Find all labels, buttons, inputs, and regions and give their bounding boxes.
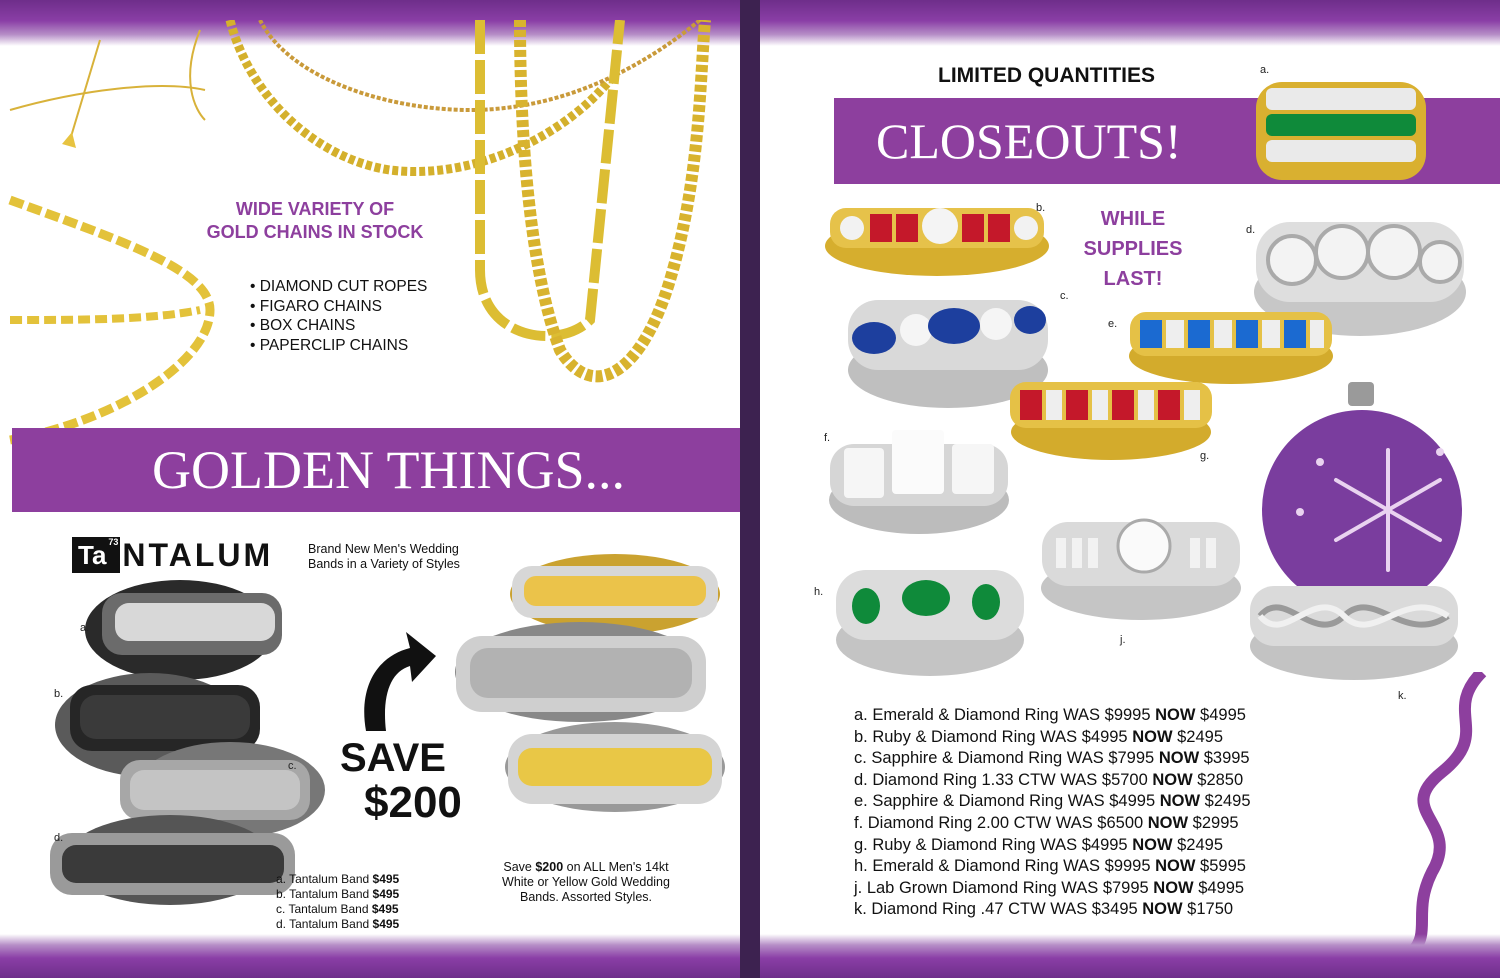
item-desc: e. Sapphire & Diamond Ring WAS $4995 [854, 792, 1160, 811]
while-line2: SUPPLIES [1083, 238, 1183, 260]
item-price: $2995 [1188, 813, 1239, 832]
band-title: CLOSEOUTS! [876, 113, 1182, 169]
bottom-purple-edge [0, 934, 740, 978]
list-item [854, 705, 1251, 727]
item-now: NOW [1159, 792, 1201, 811]
item-desc: j. Lab Grown Diamond Ring WAS $7995 [854, 878, 1154, 897]
band-label: d. Tantalum Band [276, 917, 370, 931]
chain-list [250, 277, 427, 355]
top-purple-edge [760, 0, 1500, 46]
purple-ribbon-image [1372, 672, 1500, 952]
left-page [0, 0, 740, 978]
band-title: GOLDEN THINGS... [152, 440, 625, 500]
band-price: $495 [372, 917, 400, 931]
bottom-purple-edge [760, 934, 1500, 978]
list-item [854, 835, 1251, 857]
ring-letter-f: f. [824, 432, 831, 444]
band-label: b. Tantalum Band [276, 887, 370, 901]
item-price: $4995 [1195, 706, 1246, 724]
save-line1: SAVE [340, 736, 446, 780]
tantalum-letter-d: d. [54, 832, 64, 844]
save-callout [340, 738, 462, 828]
tantalum-logo-symbol [72, 537, 120, 573]
while-line3: LAST! [1103, 268, 1163, 290]
item-desc: h. Emerald & Diamond Ring WAS $9995 [854, 857, 1156, 876]
list-item [276, 902, 399, 917]
list-item: • PAPERCLIP CHAINS [250, 336, 427, 356]
while-supplies-last [1078, 204, 1188, 294]
gold-band-note [486, 860, 686, 905]
golden-things-banner [12, 428, 740, 512]
tagline-line1: Brand New Men's Wedding [308, 542, 459, 556]
item-now: NOW [1132, 835, 1173, 854]
chains-heading-line2: GOLD CHAINS IN STOCK [206, 222, 424, 242]
band-label: a. Tantalum Band [276, 872, 370, 886]
note-post: on ALL Men's 14kt [563, 860, 669, 874]
item-desc: c. Sapphire & Diamond Ring WAS $7995 [854, 749, 1159, 768]
item-now: NOW [1155, 706, 1196, 724]
item-price: $5995 [1195, 857, 1246, 876]
band-price: $495 [372, 872, 400, 886]
while-line1: WHILE [1100, 208, 1166, 230]
chains-heading [180, 198, 450, 244]
ring-letter-d: d. [1246, 224, 1256, 236]
ring-letter-e: e. [1108, 318, 1118, 330]
list-item [854, 899, 1251, 921]
list-item [276, 887, 399, 902]
limited-quantities: LIMITED QUANTITIES [938, 64, 1155, 87]
item-desc: a. Emerald & Diamond Ring WAS $9995 [854, 706, 1156, 724]
item-now: NOW [1152, 770, 1193, 789]
list-item [854, 770, 1251, 792]
item-desc: g. Ruby & Diamond Ring WAS $4995 [854, 835, 1133, 854]
item-price: $4995 [1193, 878, 1245, 897]
tantalum-letter-a: a. [80, 622, 90, 634]
item-now: NOW [1158, 749, 1200, 768]
list-item [854, 748, 1251, 770]
item-price: $3995 [1199, 749, 1250, 768]
tantalum-logo-word: NTALUM [122, 536, 274, 573]
right-page [760, 0, 1500, 978]
tantalum-letter-b: b. [54, 688, 64, 700]
tantalum-atomic-number: 73 [108, 537, 119, 547]
curved-arrow-icon [338, 626, 438, 736]
note-line2: White or Yellow Gold Wedding [502, 875, 670, 889]
note-line3: Bands. Assorted Styles. [519, 890, 652, 904]
band-price: $495 [372, 887, 400, 901]
gold-wedding-bands-image [450, 552, 740, 822]
item-price: $2495 [1200, 792, 1251, 811]
list-item [854, 878, 1251, 900]
ring-a-image [1252, 74, 1432, 184]
item-price: $1750 [1182, 900, 1234, 919]
note-line1 [486, 860, 686, 875]
tantalum-price-list [276, 872, 399, 932]
tantalum-letter-c: c. [288, 760, 297, 772]
chains-heading-line1: WIDE VARIETY OF [235, 199, 395, 219]
note-amount: $200 [535, 860, 564, 874]
ring-k-image [1244, 576, 1464, 686]
item-desc: k. Diamond Ring .47 CTW WAS $3495 [854, 900, 1143, 919]
ring-h-image [830, 560, 1030, 680]
tantalum-logo [72, 536, 273, 574]
item-now: NOW [1142, 900, 1183, 919]
ring-j-image [1036, 508, 1246, 628]
list-item [854, 727, 1251, 749]
item-desc: d. Diamond Ring 1.33 CTW WAS $5700 [854, 770, 1153, 789]
list-item [276, 872, 399, 887]
item-price: $2850 [1192, 770, 1244, 789]
list-item: • BOX CHAINS [250, 316, 427, 336]
save-line2: $200 [364, 778, 462, 827]
ring-letter-g: g. [1200, 450, 1210, 462]
list-item [854, 813, 1251, 835]
item-desc: b. Ruby & Diamond Ring WAS $4995 [854, 727, 1133, 746]
list-item: • DIAMOND CUT ROPES [250, 277, 427, 297]
closeout-price-list [854, 705, 1251, 921]
ring-letter-j: j. [1120, 634, 1126, 646]
item-now: NOW [1132, 727, 1173, 746]
list-item [854, 856, 1251, 878]
list-item [854, 791, 1251, 813]
item-desc: f. Diamond Ring 2.00 CTW WAS $6500 [854, 813, 1148, 832]
item-now: NOW [1147, 813, 1189, 832]
item-price: $2495 [1172, 727, 1223, 746]
note-pre: Save [503, 860, 536, 874]
ring-letter-a: a. [1260, 64, 1270, 76]
tagline-line2: Bands in a Variety of Styles [308, 557, 460, 571]
band-price: $495 [371, 902, 399, 916]
tantalum-tagline [308, 542, 460, 572]
tantalum-symbol-text: Ta [78, 540, 107, 570]
item-price: $2495 [1172, 835, 1223, 854]
ring-g-image [1006, 372, 1216, 462]
item-now: NOW [1153, 878, 1194, 897]
ring-letter-b: b. [1036, 202, 1046, 214]
ring-letter-c: c. [1060, 290, 1069, 302]
ring-letter-k: k. [1398, 690, 1407, 702]
page-gutter [740, 0, 760, 978]
ring-letter-h: h. [814, 586, 824, 598]
band-label: c. Tantalum Band [276, 902, 369, 916]
ring-b-image [822, 198, 1052, 278]
list-item: • FIGARO CHAINS [250, 297, 427, 317]
list-item [276, 917, 399, 932]
item-now: NOW [1155, 857, 1196, 876]
ring-f-image [824, 420, 1014, 540]
